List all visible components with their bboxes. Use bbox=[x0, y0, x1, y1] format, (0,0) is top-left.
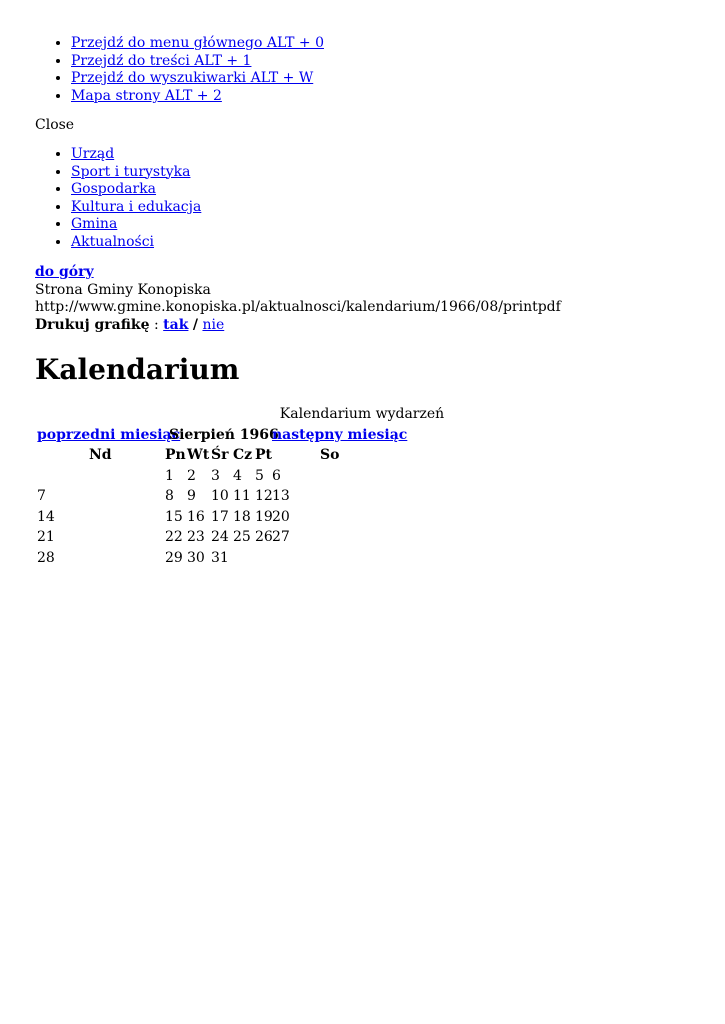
skip-to-content-link[interactable]: Przejdź do treści ALT + 1 bbox=[71, 52, 252, 69]
calendar-day: 3 bbox=[211, 468, 220, 484]
print-graphics-yes-link[interactable]: tak bbox=[163, 316, 189, 333]
calendar-day: 18 bbox=[233, 509, 251, 525]
calendar-day: 30 bbox=[187, 550, 205, 566]
weekday-header: Nd bbox=[89, 447, 112, 463]
calendar-day: 10 bbox=[211, 488, 229, 504]
page-url: http://www.gmine.konopiska.pl/aktualnosci/kalendarium/1966/08/printpdf bbox=[35, 299, 561, 316]
calendar-caption: Kalendarium wydarzeń bbox=[279, 406, 445, 422]
skip-link-item bbox=[71, 35, 324, 53]
calendar-day: 23 bbox=[187, 529, 205, 545]
calendar-day: 12 bbox=[255, 488, 273, 504]
calendar-day: 17 bbox=[211, 509, 229, 525]
skip-links-list bbox=[0, 35, 324, 105]
calendar-day: 19 bbox=[255, 509, 273, 525]
skip-to-search-link[interactable]: Przejdź do wyszukiwarki ALT + W bbox=[71, 70, 314, 87]
calendar-day: 4 bbox=[233, 468, 242, 484]
calendar-day: 24 bbox=[211, 529, 229, 545]
nav-item bbox=[71, 146, 201, 164]
calendar-day: 7 bbox=[37, 488, 46, 504]
calendar-day: 25 bbox=[233, 529, 251, 545]
nav-link-gospodarka[interactable]: Gospodarka bbox=[71, 181, 157, 198]
calendar-day: 5 bbox=[255, 468, 264, 484]
nav-link-aktualnosci[interactable]: Aktualności bbox=[71, 233, 155, 250]
back-to-top-link[interactable]: do góry bbox=[35, 264, 94, 280]
calendar-day: 1 bbox=[165, 468, 174, 484]
skip-link-item bbox=[71, 70, 324, 88]
nav-link-sport[interactable]: Sport i turystyka bbox=[71, 163, 191, 180]
print-graphics-slash: / bbox=[192, 316, 198, 333]
calendar-day: 9 bbox=[187, 488, 196, 504]
nav-item bbox=[71, 216, 201, 234]
calendar-day: 28 bbox=[37, 550, 55, 566]
calendar-day: 29 bbox=[165, 550, 183, 566]
weekday-header: Cz bbox=[233, 447, 253, 463]
current-month-label: Sierpień 1966 bbox=[169, 427, 279, 443]
next-month-link[interactable]: następny miesiąc bbox=[272, 427, 408, 443]
weekday-header: Wt bbox=[187, 447, 210, 463]
weekday-header: So bbox=[320, 447, 340, 463]
skip-link-item bbox=[71, 53, 324, 71]
calendar-day: 2 bbox=[187, 468, 196, 484]
calendar-day: 26 bbox=[255, 529, 273, 545]
page-meta bbox=[35, 264, 561, 334]
calendar-day: 14 bbox=[37, 509, 55, 525]
calendar-table bbox=[35, 425, 408, 570]
weekday-header: Pn bbox=[165, 447, 186, 463]
calendar-day: 15 bbox=[165, 509, 183, 525]
weekday-header: Pt bbox=[255, 447, 272, 463]
calendar-day: 31 bbox=[211, 550, 229, 566]
site-name: Strona Gminy Konopiska bbox=[35, 281, 211, 298]
nav-link-urzad[interactable]: Urząd bbox=[71, 146, 115, 162]
calendar-day: 16 bbox=[187, 509, 205, 525]
calendar-day: 13 bbox=[272, 488, 290, 504]
nav-item bbox=[71, 234, 201, 252]
nav-link-kultura[interactable]: Kultura i edukacja bbox=[71, 198, 202, 215]
close-label[interactable]: Close bbox=[35, 117, 75, 133]
calendar-day: 22 bbox=[165, 529, 183, 545]
page-title: Kalendarium bbox=[35, 353, 240, 386]
calendar-day: 20 bbox=[272, 509, 290, 525]
print-graphics-row bbox=[35, 317, 561, 335]
calendar-day: 11 bbox=[233, 488, 251, 504]
calendar-day: 21 bbox=[37, 529, 55, 545]
sitemap-link[interactable]: Mapa strony ALT + 2 bbox=[71, 87, 222, 104]
main-nav bbox=[0, 146, 201, 252]
skip-to-menu-link[interactable]: Przejdź do menu głównego ALT + 0 bbox=[71, 35, 324, 51]
calendar-day: 27 bbox=[272, 529, 290, 545]
nav-item bbox=[71, 199, 201, 217]
calendar-day: 8 bbox=[165, 488, 174, 504]
nav-item bbox=[71, 164, 201, 182]
print-graphics-label: Drukuj grafikę bbox=[35, 316, 150, 333]
print-graphics-no-link[interactable]: nie bbox=[202, 316, 225, 333]
weekday-header: Śr bbox=[211, 447, 229, 463]
prev-month-link[interactable]: poprzedni miesiąc bbox=[37, 427, 181, 443]
nav-link-gmina[interactable]: Gmina bbox=[71, 216, 118, 233]
nav-item bbox=[71, 181, 201, 199]
skip-link-item bbox=[71, 88, 324, 106]
print-graphics-colon: : bbox=[154, 316, 159, 333]
calendar-day: 6 bbox=[272, 468, 281, 484]
